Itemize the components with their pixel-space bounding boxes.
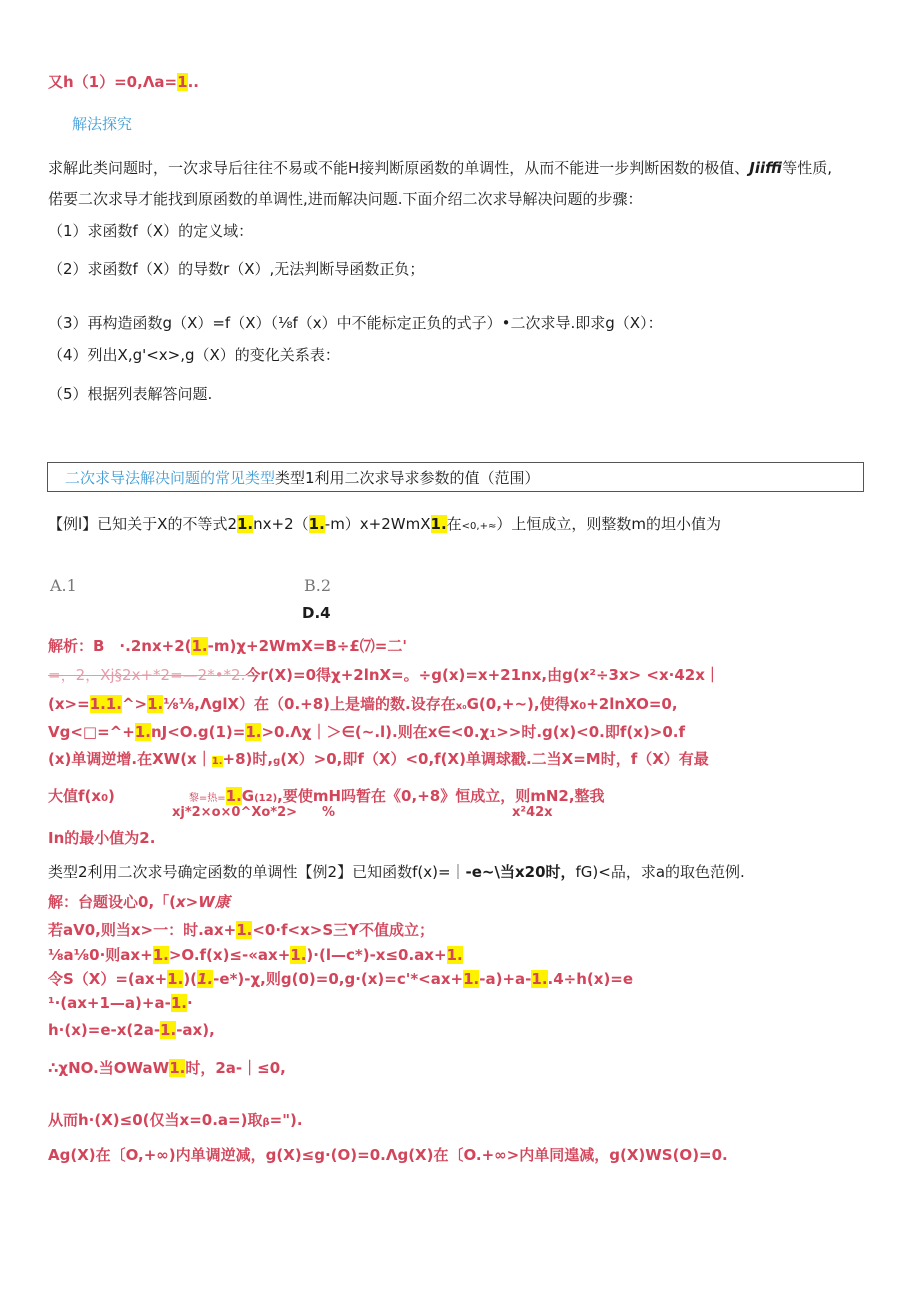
step-2: （2）求函数f（X）的导数r（X）,无法判断导函数正负； (48, 260, 425, 278)
solution-2-line-8: 从而h·(X)≤0(仅当x=0.a=)取β="). (48, 1111, 303, 1129)
solution-2-line-4: 令S（X）=(ax+1.)(1.-e*)-χ,则g(0)=0,g·(x)=c'*<ax+1.-a)+a-1..4÷h(x)=e (48, 970, 634, 988)
step-1: （1）求函数f（X）的定义域： (48, 222, 254, 240)
step-4: （4）列出X,g'<x>,g（X）的变化关系表： (48, 346, 340, 364)
option-a: A.1 (50, 576, 77, 595)
step-5: （5）根据列表解答问题. (48, 385, 213, 403)
solution-1-fraction-right: x²42x (512, 805, 553, 820)
type-2-heading: 类型2利用二次求号确定函数的单调性【例2】已知函数f(x)=｜-e~\当x20时，fG)<品，求a的取色范例. (48, 863, 745, 881)
solution-1-answer: In的最小值为2. (48, 829, 156, 847)
solution-1-fraction-mid: % (322, 805, 336, 820)
solution-2-line-5: ¹·(ax+1—a)+a-1.· (48, 994, 193, 1012)
solution-2-line-9: Ag(X)在〔O,+∞)内单调逆减，g(X)≤g·(O)=0.Λg(X)在〔O.+∞>内单同遑减，g(X)WS(O)=0. (48, 1146, 728, 1164)
paragraph-intro-2: 偌要二次求导才能找到原函数的单调性,进而解决问题.下面介绍二次求导解决问题的步骤： (48, 190, 643, 208)
solution-1-line-1: 解析：B ·.2nx+2(1.-m)χ+2WmX=B÷£⑺=二' (48, 637, 407, 655)
solution-2-line-3: ⅛a⅛0·则ax+1.>O.f(x)≤-«ax+1.)·(l—c*)-x≤0.ax+1. (48, 946, 463, 964)
solution-1-line-6: 大值f(x0) 黎=热=1.G(12),要使mH吗暂在《0,+8》恒成立，则mN2,整我 (48, 787, 605, 805)
solution-2-line-2: 若aV0,则当x>一：时.ax+1.<0·f<x>S三Y不值成立； (48, 921, 435, 939)
solution-2-line-1: 解：台题设心0,「(x>W康 (48, 893, 230, 911)
option-b: B.2 (304, 576, 332, 595)
solution-1-line-5: (x)单调逆增.在XW(x｜1.+8)时,g(X）>0,即f（X）<0,f(X)单调球戳.二当X=M时，f（X）有最 (48, 750, 709, 768)
solution-1-fraction-denominator: xj*2×o×0^Xo*2> (172, 805, 298, 820)
section-heading-method: 解法探究 (72, 115, 133, 133)
line-h1-result: 又h（1）=0,Λa=1.. (48, 73, 199, 91)
option-d: D.4 (302, 604, 331, 622)
solution-2-line-7: ∴χNO.当OWaW1.时，2a-｜≤0, (48, 1059, 286, 1077)
solution-1-line-3: (x>=1.1.^>1.⅛⅛,ΛglX）在（0.+8)上是墙的数.设存在x₀G(0,+~),使得x0+2lnXO=0, (48, 695, 678, 713)
type-1-heading: 二次求导法解决问题的常见类型类型1利用二次求导求参数的值（范围） (65, 469, 540, 487)
example-1-question: 【例l】已知关于X的不等式21.nx+2（1.-m）x+2WmX1.在<0,+≈）上恒成立，则整数m的坦小值为 (48, 515, 721, 533)
solution-1-line-4: Vg<□=^+1.nJ<O.g(1)=1.>0.Λχ｜＞∈(~.l).则在x∈<0.χ1>>时.g(x)<0.即f(x)>0.f (48, 723, 686, 741)
paragraph-intro-1: 求解此类问题时，一次求导后往往不易或不能H接判断原函数的单调性，从而不能进一步判断困数的极值、Jiiffi等性质, (48, 159, 833, 177)
solution-2-line-6: h·(x)=e-x(2a-1.-ax), (48, 1021, 215, 1039)
step-3: （3）再构造函数g（X）=f（X）（⅛f（x）中不能标定正负的式子）•二次求导.即求g（X）： (48, 314, 663, 332)
solution-1-line-2: =，2，Xj§2x+*2=—2*•*2.今r(X)=0得χ+2lnX=。÷g(x)=x+21nx,由g(x²÷3x> <x·42x｜ (48, 666, 720, 684)
